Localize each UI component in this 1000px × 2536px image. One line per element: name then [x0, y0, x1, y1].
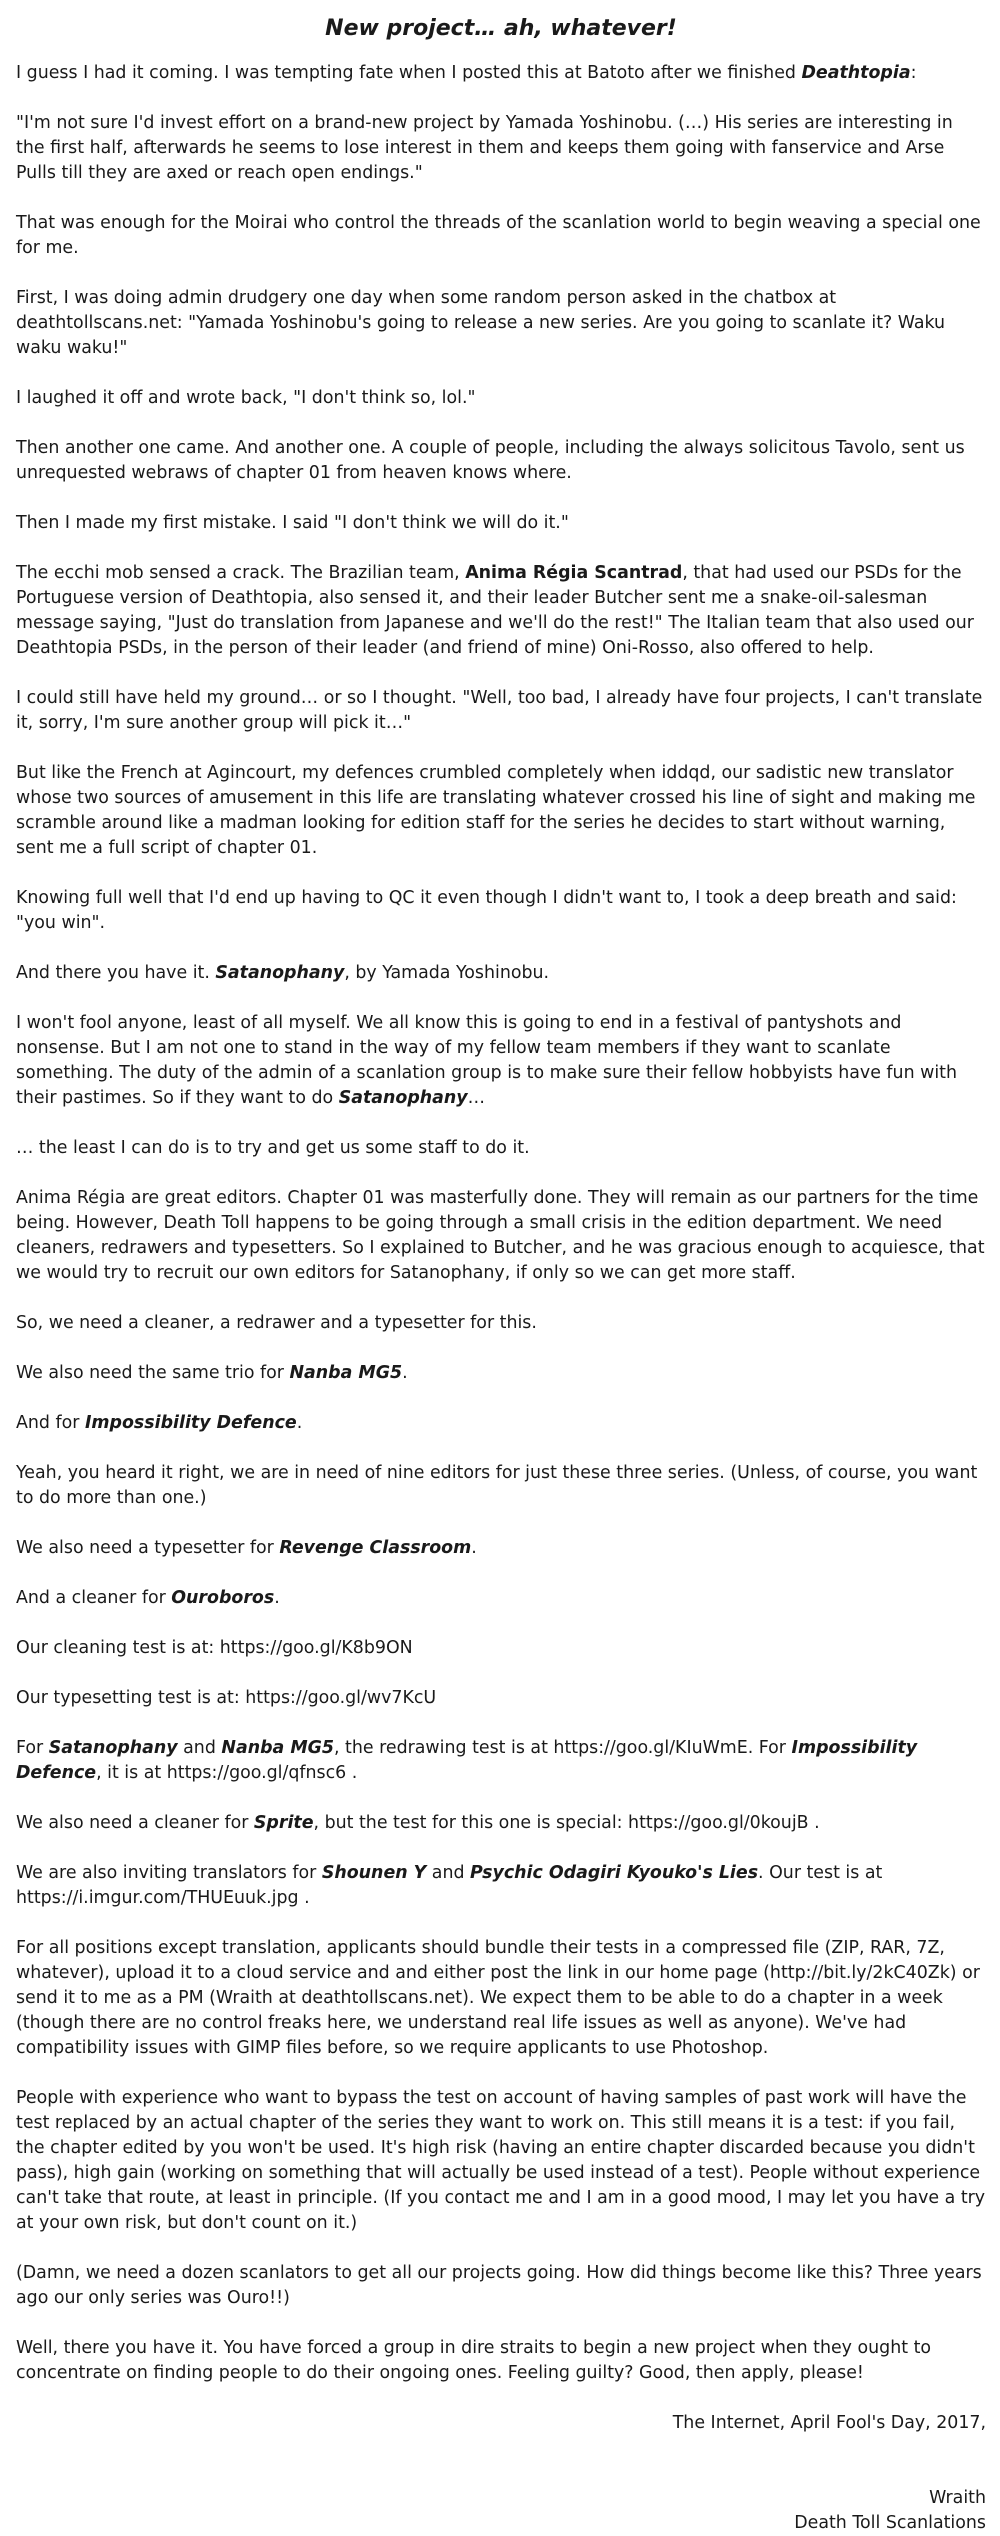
- text-run: For: [16, 1738, 49, 1758]
- text-run: I guess I had it coming. I was tempting fate when I posted this at Batoto after we finished: [16, 63, 802, 83]
- emphasis-text: Deathtopia: [801, 63, 911, 83]
- text-run: We also need the same trio for: [16, 1363, 290, 1383]
- paragraph: [16, 2336, 986, 2386]
- text-run: . Our test is at https://i.imgur.com/THUEuuk.jpg .: [16, 1863, 883, 1908]
- text-run: , by Yamada Yoshinobu.: [344, 963, 550, 983]
- text-run: And a cleaner for: [16, 1588, 172, 1608]
- emphasis-text: Satanophany: [48, 1738, 178, 1758]
- text-run: We also need a typesetter for: [16, 1538, 280, 1558]
- signature-name: Wraith: [929, 2488, 986, 2508]
- emphasis-text: Nanba MG5: [221, 1738, 334, 1758]
- emphasis-text: Sprite: [253, 1813, 314, 1833]
- emphasis-text: Nanba MG5: [289, 1363, 403, 1383]
- emphasis-text: Satanophany: [215, 963, 345, 983]
- emphasis-text: Impossibility Defence: [84, 1413, 297, 1433]
- text-run: Our typesetting test is at: https://goo.gl/wv7KcU: [16, 1688, 437, 1708]
- emphasis-title: [254, 1813, 314, 1833]
- text-run: And there you have it.: [16, 963, 216, 983]
- paragraph: [16, 1736, 986, 1786]
- paragraph: [16, 1136, 986, 1161]
- text-run: Our cleaning test is at: https://goo.gl/K8b9ON: [16, 1638, 413, 1658]
- page-title: New project… ah, whatever!: [325, 16, 677, 41]
- paragraph: [16, 211, 986, 261]
- text-run: Anima Régia are great editors. Chapter 01 was masterfully done. They will remain as our partners for the time being. However, Death Toll happens to be going through a small crisis in the edition department. We need cleaners, redrawers and typesetters. So I explained to Butcher, and he was gracious enough to acquiesce, that we would try to recruit our own editors for Satanophany, if only so we can get more staff.: [16, 1188, 985, 1283]
- text-run: , the redrawing test is at https://goo.gl/KIuWmE. For: [334, 1738, 792, 1758]
- emphasis-title: [171, 1588, 274, 1608]
- text-run: I could still have held my ground… or so I thought. "Well, too bad, I already have four projects, I can't translate it, sorry, I'm sure another group will pick it…": [16, 688, 983, 733]
- text-run: (Damn, we need a dozen scanlators to get all our projects going. How did things become like this? Three years ago our only series was Ouro!!): [16, 2263, 982, 2308]
- text-run: "I'm not sure I'd invest effort on a brand-new project by Yamada Yoshinobu. (…) His series are interesting in the first half, afterwards he seems to lose interest in them and keeps them going with fanservice and Arse Pulls till they are axed or reach open endings.": [16, 113, 953, 183]
- emphasis-title: [470, 1863, 758, 1883]
- paragraph: [16, 1186, 986, 1286]
- paragraph: [16, 511, 986, 536]
- emphasis-title: [801, 63, 910, 83]
- emphasis-title: [49, 1738, 178, 1758]
- paragraph: [16, 686, 986, 736]
- emphasis-text: Psychic Odagiri Kyouko's Lies: [470, 1863, 759, 1883]
- text-run: Then another one came. And another one. A couple of people, including the always solicitous Tavolo, sent us unrequested webraws of chapter 01 from heaven knows where.: [16, 438, 965, 483]
- paragraph: [16, 1461, 986, 1511]
- paragraph: [16, 386, 986, 411]
- emphasis-title: [215, 963, 344, 983]
- text-run: , that had used our PSDs for the Portuguese version of Deathtopia, also sensed it, and their leader Butcher sent me a snake-oil-salesman message saying, "Just do translation from Japanese and we'll do the rest!" The Italian team that also used our Deathtopia PSDs, in the person of their leader (and friend of mine) Oni-Rosso, also offered to help.: [16, 563, 974, 658]
- emphasis-title: [289, 1363, 402, 1383]
- paragraph: [16, 1411, 986, 1436]
- bold-text: Anima Régia Scantrad: [465, 563, 683, 583]
- text-run: .: [274, 1588, 280, 1608]
- paragraph: [16, 1861, 986, 1911]
- paragraph: [16, 1311, 986, 1336]
- text-run: Yeah, you heard it right, we are in need of nine editors for just these three series. (Unless, of course, you want to do more than one.): [16, 1463, 978, 1508]
- text-run: For all positions except translation, applicants should bundle their tests in a compressed file (ZIP, RAR, 7Z, whatever), upload it to a cloud service and and either post the link in our home page (http://bit.ly/2kC40Zk) or send it to me as a PM (Wraith at deathtollscans.net). We expect them to be able to do a chapter in a week (though there are no control freaks here, we understand real life issues as well as anyone). We've had compatibility issues with GIMP files before, so we require applicants to use Photoshop.: [16, 1938, 980, 2058]
- text-run: People with experience who want to bypass the test on account of having samples of past work will have the test replaced by an actual chapter of the series they want to work on. This still means it is a test: if you fail, the chapter edited by you won't be used. It's high risk (having an entire chapter discarded because you didn't pass), high gain (working on something that will actually be used instead of a test). People without experience can't take that route, at least in principle. (If you contact me and I am in a good mood, I may let you have a try at your own risk, but don't count on it.): [16, 2088, 986, 2233]
- text-run: , it is at https://goo.gl/qfnsc6 .: [96, 1763, 358, 1783]
- emphasis-title: [221, 1738, 334, 1758]
- paragraph: [16, 561, 986, 661]
- text-run: And for: [16, 1413, 85, 1433]
- text-run: I laughed it off and wrote back, "I don't think so, lol.": [16, 388, 476, 408]
- text-run: :: [910, 63, 917, 83]
- emphasis-text: Satanophany: [338, 1088, 468, 1108]
- article-body: [16, 61, 986, 2386]
- emphasis-text: Revenge Classroom: [279, 1538, 472, 1558]
- text-run: First, I was doing admin drudgery one day when some random person asked in the chatbox at deathtollscans.net: "Yamada Yoshinobu's going to release a new series. Are you going to scanlate it? Waku waku waku!": [16, 288, 946, 358]
- paragraph: [16, 286, 986, 361]
- paragraph: [16, 1636, 986, 1661]
- paragraph: [16, 1536, 986, 1561]
- emphasis-text: Shounen Y: [321, 1863, 427, 1883]
- text-run: .: [402, 1363, 408, 1383]
- emphasis-title: [322, 1863, 426, 1883]
- paragraph: [16, 1686, 986, 1711]
- dateline: The Internet, April Fool's Day, 2017,: [672, 2413, 986, 2433]
- text-run: We also need a cleaner for: [16, 1813, 254, 1833]
- emphasis-text: Impossibility Defence: [16, 1738, 918, 1783]
- text-run: But like the French at Agincourt, my defences crumbled completely when iddqd, our sadistic new translator whose two sources of amusement in this life are translating whatever crossed his line of sight and making me scramble around like a madman looking for edition staff for the series he decides to start without warning, sent me a full script of chapter 01.: [16, 763, 976, 858]
- paragraph: [16, 1586, 986, 1611]
- emphasis-title: [339, 1088, 468, 1108]
- emphasis-text: Ouroboros: [171, 1588, 275, 1608]
- paragraph: [16, 1361, 986, 1386]
- text-run: Knowing full well that I'd end up having to QC it even though I didn't want to, I took a deep breath and said: "you win".: [16, 888, 957, 933]
- text-run: The ecchi mob sensed a crack. The Brazilian team,: [16, 563, 466, 583]
- paragraph: [16, 2086, 986, 2236]
- text-run: So, we need a cleaner, a redrawer and a typesetter for this.: [16, 1313, 537, 1333]
- text-run: That was enough for the Moirai who control the threads of the scanlation world to begin weaving a special one for me.: [16, 213, 981, 258]
- paragraph: [16, 436, 986, 486]
- text-run: , but the test for this one is special: https://goo.gl/0koujB .: [313, 1813, 820, 1833]
- paragraph: [16, 1936, 986, 2061]
- text-run: Well, there you have it. You have forced a group in dire straits to begin a new project when they ought to concentrate on finding people to do their ongoing ones. Feeling guilty? Good, then apply, please!: [16, 2338, 932, 2383]
- paragraph: [16, 1811, 986, 1836]
- text-run: …: [467, 1088, 486, 1108]
- emphasis-title: [279, 1538, 471, 1558]
- text-run: … the least I can do is to try and get us some staff to do it.: [16, 1138, 530, 1158]
- paragraph: [16, 2261, 986, 2311]
- paragraph: [16, 1011, 986, 1111]
- text-run: and: [177, 1738, 222, 1758]
- emphasis-title: [85, 1413, 297, 1433]
- text-run: We are also inviting translators for: [16, 1863, 322, 1883]
- text-run: .: [471, 1538, 477, 1558]
- paragraph: [16, 961, 986, 986]
- paragraph: [16, 61, 986, 86]
- paragraph: [16, 761, 986, 861]
- paragraph: [16, 111, 986, 186]
- signature-group: Death Toll Scanlations: [794, 2513, 986, 2533]
- paragraph: [16, 886, 986, 936]
- text-run: .: [296, 1413, 303, 1433]
- text-run: and: [426, 1863, 471, 1883]
- text-run: I won't fool anyone, least of all myself. We all know this is going to end in a festival of pantyshots and nonsense. But I am not one to stand in the way of my fellow team members if they want to scanlate something. The duty of the admin of a scanlation group is to make sure their fellow hobbyists have fun with their pastimes. So if they want to do: [16, 1013, 958, 1108]
- text-run: Then I made my first mistake. I said "I don't think we will do it.": [16, 513, 569, 533]
